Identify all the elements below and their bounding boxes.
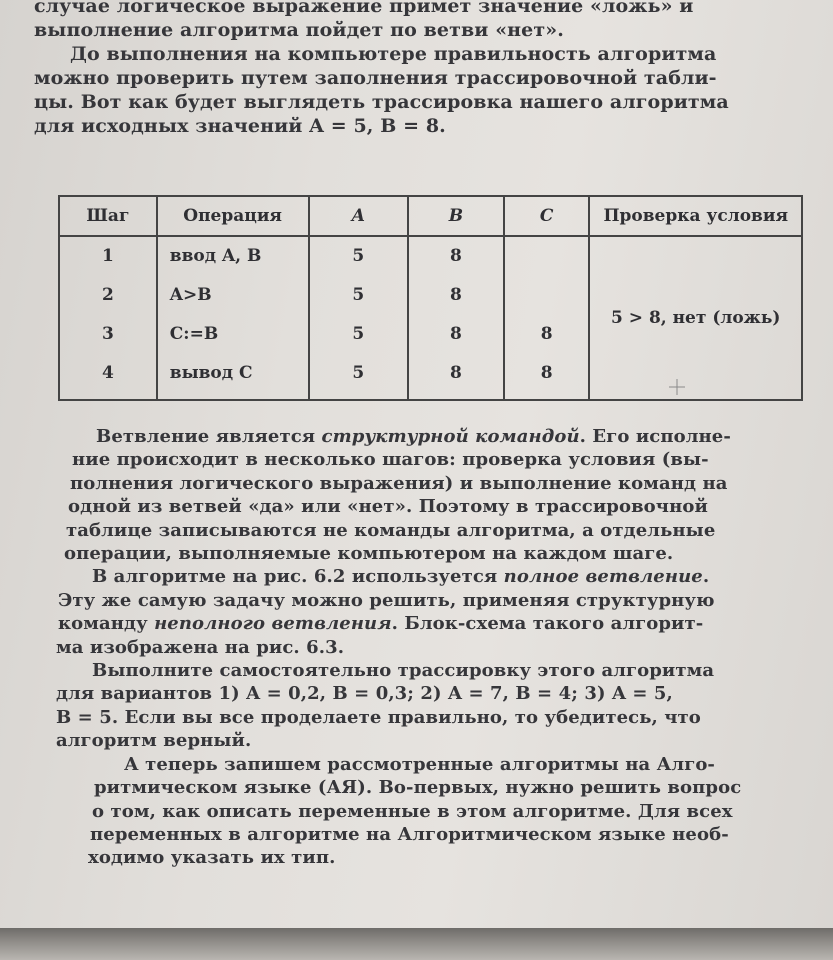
text-segment: . Его исполне- [579, 426, 731, 447]
text-line: операции, выполняемые компьютером на каждом шаге. [64, 543, 674, 565]
paragraph-branching [64, 425, 796, 565]
operation-cell: ввод A, B [169, 246, 262, 266]
text-line: для исходных значений A = 5, B = 8. [34, 115, 446, 137]
step-cell: 1 [101, 246, 114, 266]
text-line: ма изображена на рис. 6.3. [56, 636, 345, 658]
text-segment: . [702, 566, 710, 588]
page-bottom-edge [0, 928, 833, 960]
c-column [504, 236, 590, 400]
text-line: для вариантов 1) A = 0,2, B = 0,3; 2) A = 7, B = 4; 3) A = 5, [56, 683, 673, 705]
paragraph-algorithmic-language [88, 753, 796, 870]
trace-table [58, 195, 803, 401]
text-segment: команду [58, 613, 155, 635]
text-line: Выполните самостоятельно трассировку этого алгоритма [92, 660, 715, 682]
text-segment: . Блок-схема такого алгорит- [391, 613, 704, 635]
operation-cell: A>B [169, 285, 212, 305]
crosshair-cursor-icon [668, 378, 686, 396]
c-cell [505, 243, 589, 282]
header-operation: Операция [157, 196, 309, 236]
text-line: ритмическом языке (АЯ). Во-первых, нужно решить вопрос [94, 777, 742, 799]
text-line: ходимо указать их тип. [88, 847, 336, 869]
header-check: Проверка условия [589, 196, 802, 236]
a-cell: 5 [352, 324, 365, 344]
b-cell: 8 [450, 246, 462, 266]
step-cell: 3 [101, 324, 114, 344]
text-line: А теперь запишем рассмотренные алгоритмы на Алго- [124, 753, 716, 775]
b-cell: 8 [450, 285, 462, 305]
paragraph-full-branching [56, 565, 796, 659]
text-line: можно проверить путем заполнения трассировочной табли- [34, 67, 717, 89]
c-cell: 8 [540, 363, 553, 383]
operation-cell: вывод C [169, 363, 253, 383]
text-line: B = 5. Если вы все проделаете правильно, то убедитесь, что [56, 706, 701, 728]
paragraph-exercise [56, 659, 796, 753]
c-cell [505, 282, 589, 321]
b-cell: 8 [450, 324, 462, 344]
steps-column [59, 236, 157, 400]
text-line: выполнение алгоритма пойдет по ветви «нет». [34, 19, 564, 41]
a-column [309, 236, 409, 400]
text-line: о том, как описать переменные в этом алгоритме. Для всех [92, 800, 733, 822]
header-step: Шаг [59, 196, 157, 236]
text-line: цы. Вот как будет выглядеть трассировка нашего алгоритма [34, 91, 729, 113]
a-cell: 5 [352, 363, 365, 383]
term-structural-command: структурной командой [321, 426, 580, 447]
text-line: случае логическое выражение примет значение «ложь» и [34, 0, 694, 17]
text-line: полнения логического выражения) и выполнение команд на [70, 472, 728, 494]
text-line: ние происходит в несколько шагов: проверка условия (вы- [72, 449, 709, 471]
text-line: алгоритм верный. [56, 730, 252, 752]
term-partial-branching: неполного ветвления [154, 613, 392, 635]
step-cell: 4 [101, 363, 114, 383]
header-c: C [504, 196, 590, 236]
c-cell: 8 [540, 324, 553, 344]
operations-column [157, 236, 309, 400]
header-b: B [408, 196, 504, 236]
text-line: До выполнения на компьютере правильность алгоритма [70, 43, 717, 65]
step-cell: 2 [101, 285, 114, 305]
text-line: одной из ветвей «да» или «нет». Поэтому в трассировочной [68, 496, 708, 518]
b-column [408, 236, 504, 400]
a-cell: 5 [352, 285, 365, 305]
intro-text [34, 0, 824, 138]
table-body-row [59, 236, 802, 400]
condition-check-cell: 5 > 8, нет (ложь) [589, 236, 802, 400]
term-full-branching: полное ветвление [503, 566, 703, 588]
header-a: A [309, 196, 409, 236]
table-header-row [59, 196, 802, 236]
operation-cell: C:=B [169, 324, 219, 344]
b-cell: 8 [450, 363, 462, 383]
body-text [56, 425, 796, 870]
text-line: Эту же самую задачу можно решить, применяя структурную [58, 589, 715, 611]
text-segment: В алгоритме на рис. 6.2 используется [92, 566, 504, 588]
a-cell: 5 [352, 246, 365, 266]
text-segment: Ветвление является [96, 426, 322, 447]
text-line: таблице записываются не команды алгоритма, а отдельные [66, 519, 716, 541]
text-line: переменных в алгоритме на Алгоритмическом языке необ- [90, 823, 729, 845]
